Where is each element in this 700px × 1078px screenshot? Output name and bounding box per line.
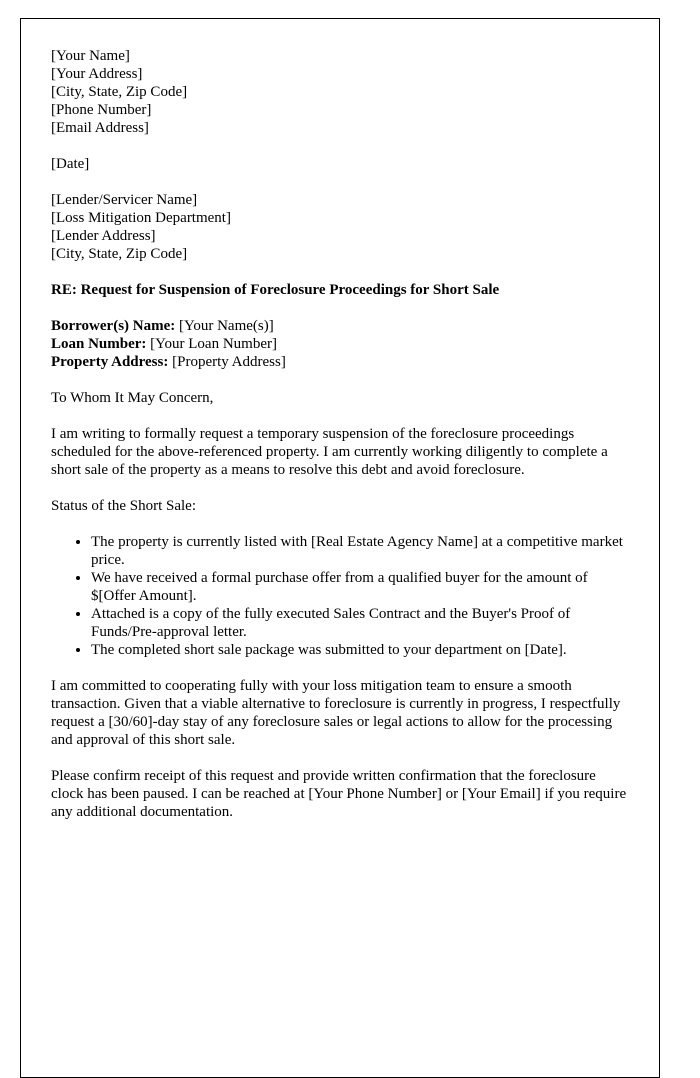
property-address-value: [Property Address] xyxy=(168,354,286,370)
subject-line: RE: Request for Suspension of Foreclosure Proceedings for Short Sale xyxy=(51,282,500,298)
letter-page xyxy=(20,18,660,1078)
property-address-label: Property Address: xyxy=(51,354,169,370)
borrower-info-block xyxy=(51,317,629,371)
sender-phone-line: [Phone Number] xyxy=(51,102,152,118)
confirmation-paragraph: Please confirm receipt of this request and provide written confirmation that the foreclosure clock has been paused. I can be reached at [Your Phone Number] or [Your Email] if you require any additional documentation. xyxy=(51,768,627,820)
sender-address-block xyxy=(51,47,629,137)
bullet-offer: • We have received a formal purchase offer from a qualified buyer for the amount of $[Offer Amount]. xyxy=(91,569,629,605)
recipient-address-block xyxy=(51,191,629,263)
commitment-paragraph: I am committed to cooperating fully with your loss mitigation team to ensure a smooth transaction. Given that a viable alternative to foreclosure is currently in progress, I respectfully request a [30/60]-day stay of any foreclosure sales or legal actions to allow for the processing and approval of this short sale. xyxy=(51,678,621,748)
bullet-package: • The completed short sale package was submitted to your department on [Date]. xyxy=(91,641,629,659)
sender-name-line: [Your Name] xyxy=(51,48,130,64)
sender-email-line: [Email Address] xyxy=(51,120,149,136)
recipient-name-line: [Lender/Servicer Name] xyxy=(51,192,198,208)
loan-number-line xyxy=(51,335,629,353)
status-heading: Status of the Short Sale: xyxy=(51,498,196,514)
loan-number-label: Loan Number: xyxy=(51,336,147,352)
status-bullet-list xyxy=(51,533,629,659)
sender-city-line: [City, State, Zip Code] xyxy=(51,84,188,100)
recipient-city-line: [City, State, Zip Code] xyxy=(51,246,188,262)
sender-address-line: [Your Address] xyxy=(51,66,143,82)
recipient-department-line: [Loss Mitigation Department] xyxy=(51,210,231,226)
borrower-name-value: [Your Name(s)] xyxy=(175,318,274,334)
intro-paragraph: I am writing to formally request a temporary suspension of the foreclosure proceedings scheduled for the above-referenced property. I am currently working diligently to complete a short sale of the property as a means to resolve this debt and avoid foreclosure. xyxy=(51,426,608,478)
recipient-address-line: [Lender Address] xyxy=(51,228,156,244)
borrower-name-line xyxy=(51,317,629,335)
bullet-contract: • Attached is a copy of the fully executed Sales Contract and the Buyer's Proof of Funds/Pre-approval letter. xyxy=(91,605,629,641)
loan-number-value: [Your Loan Number] xyxy=(146,336,277,352)
date-line: [Date] xyxy=(51,156,90,172)
borrower-name-label: Borrower(s) Name: xyxy=(51,318,176,334)
bullet-listing: • The property is currently listed with [Real Estate Agency Name] at a competitive market price. xyxy=(91,533,629,569)
date-block xyxy=(51,155,629,173)
property-address-line xyxy=(51,353,629,371)
salutation: To Whom It May Concern, xyxy=(51,390,214,406)
